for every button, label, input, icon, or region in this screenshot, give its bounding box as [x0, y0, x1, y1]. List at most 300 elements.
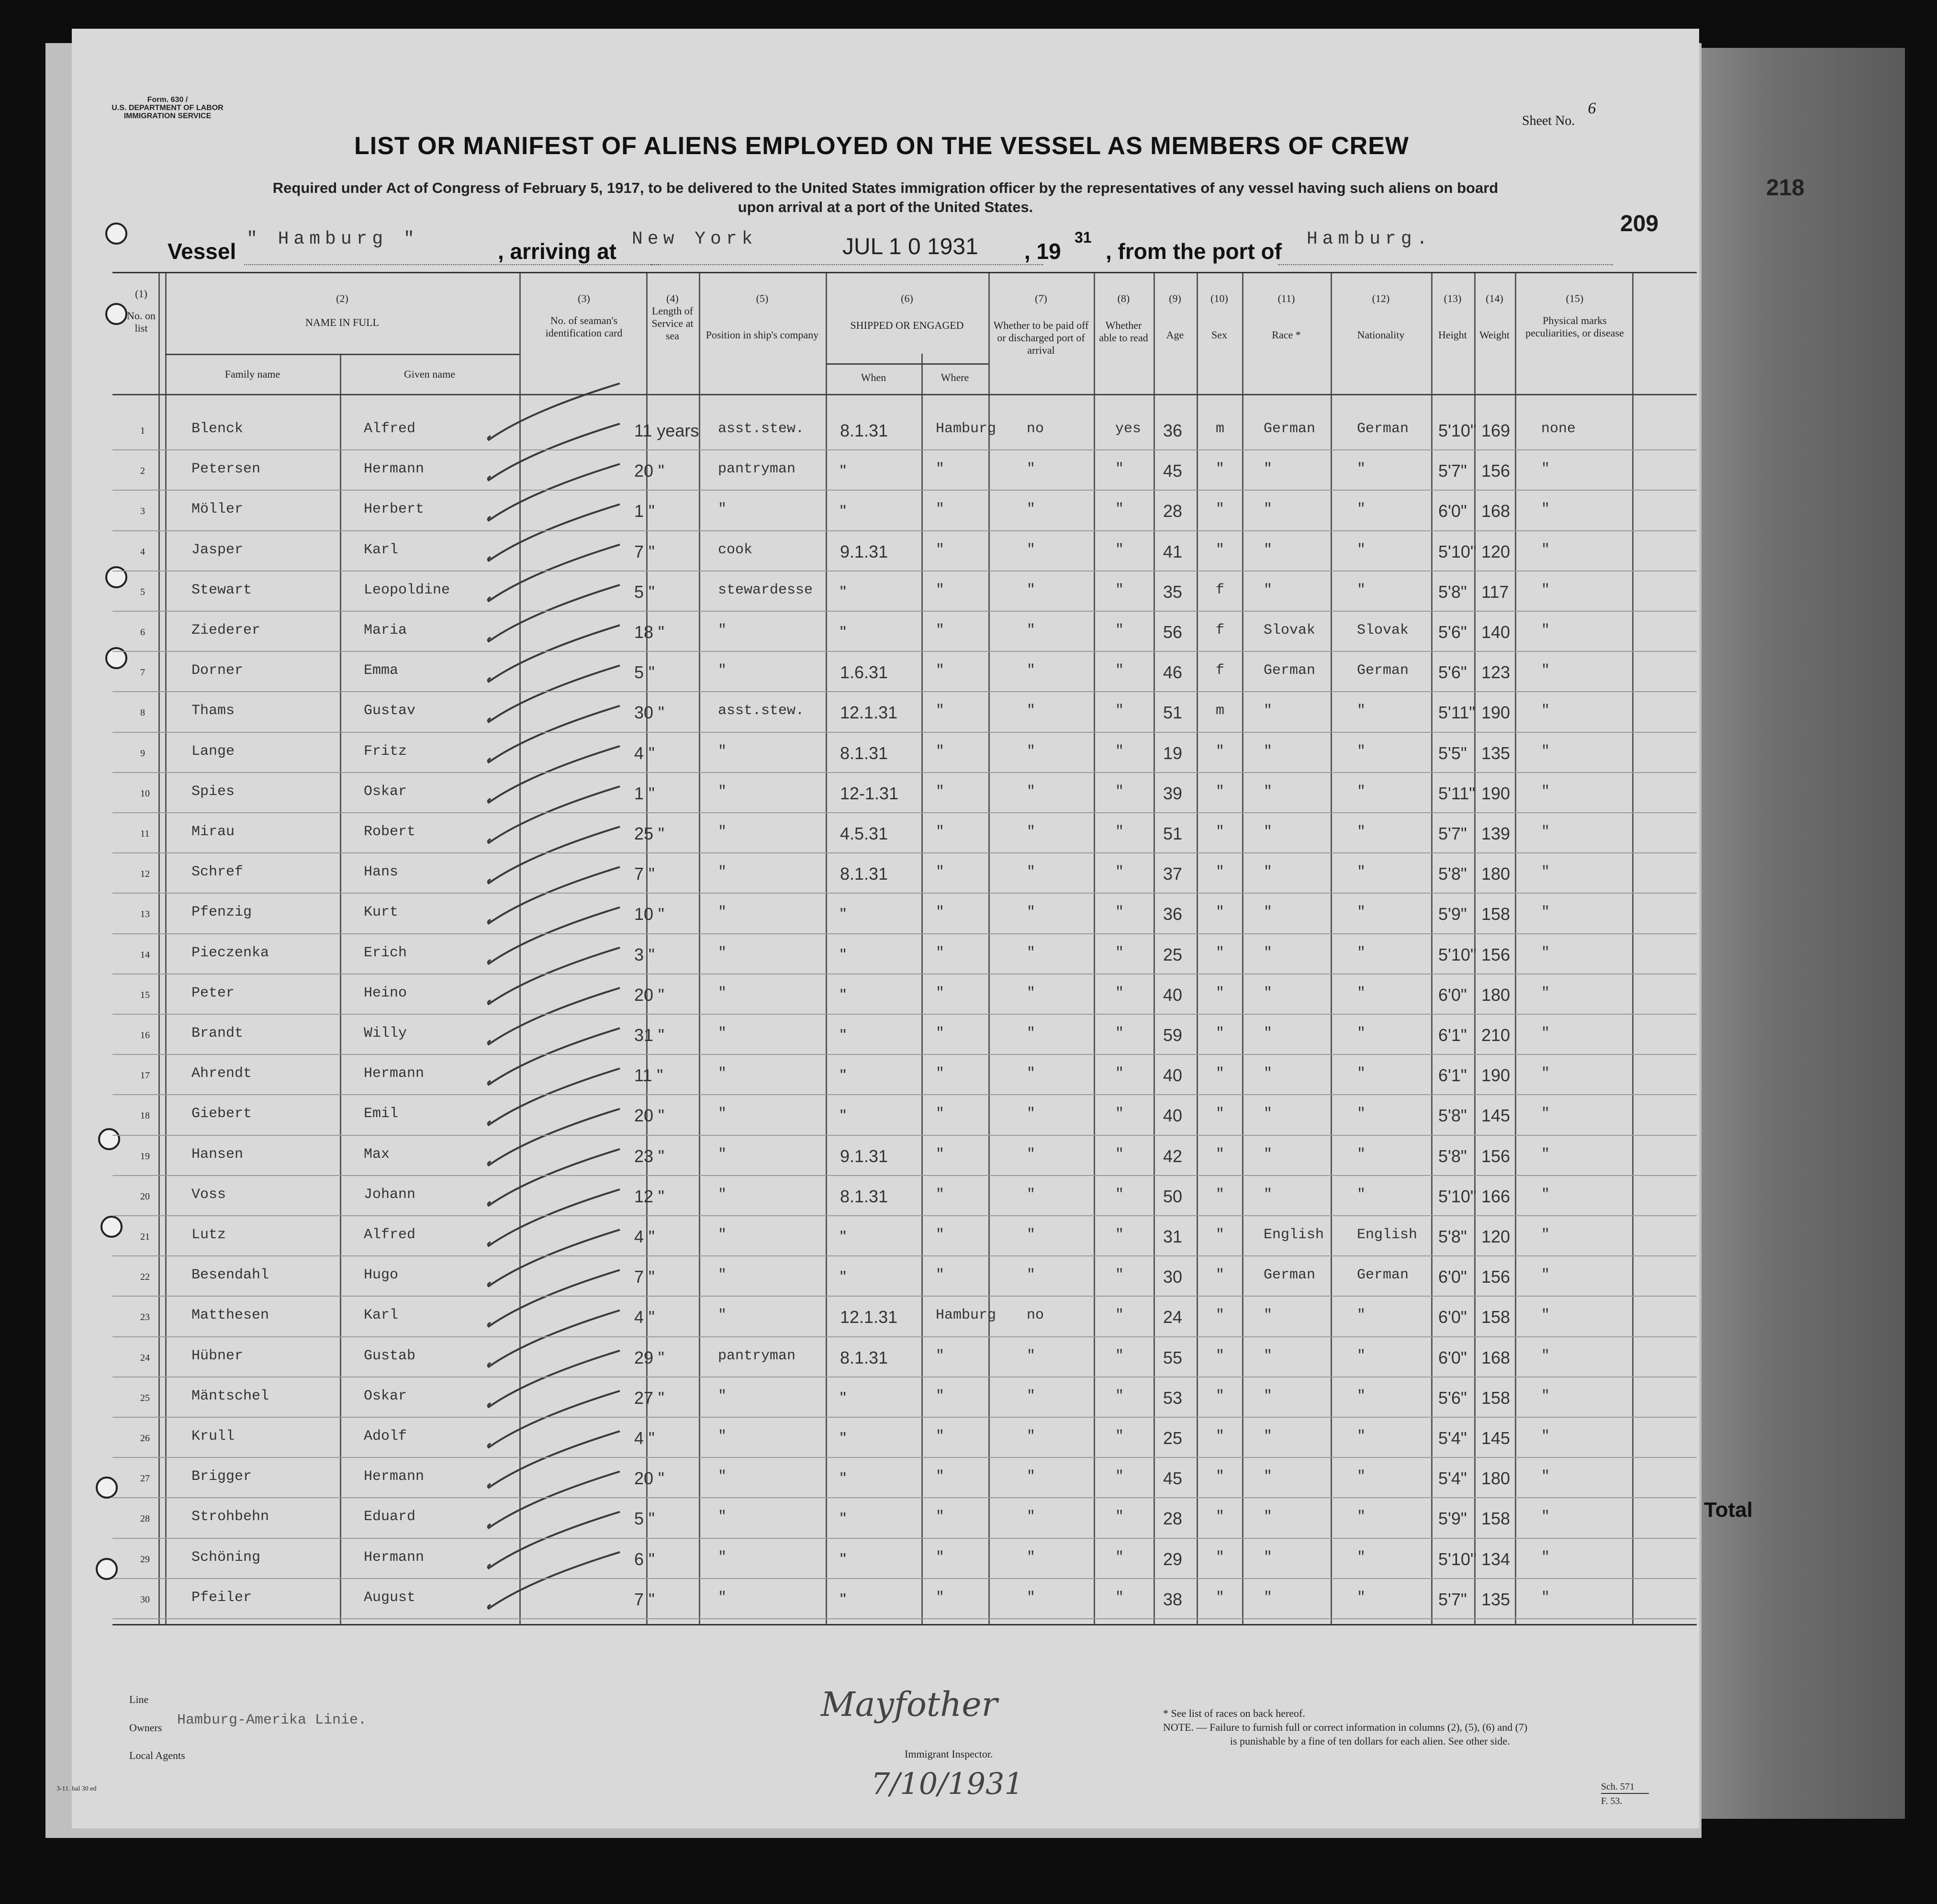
cell-nationality: "	[1357, 864, 1366, 881]
cell-position: "	[718, 1428, 727, 1445]
cell-where: Hamburg	[936, 421, 996, 437]
cell-sex: "	[1216, 1227, 1225, 1243]
cell-race: "	[1264, 1388, 1273, 1404]
cell-race: "	[1264, 461, 1273, 478]
cell-where: "	[936, 1549, 945, 1566]
cell-race: German	[1264, 662, 1316, 679]
check-mark	[488, 1068, 620, 1125]
cell-read: "	[1115, 824, 1124, 840]
col11-header: Race *	[1272, 329, 1301, 341]
cell-race: "	[1264, 1186, 1273, 1203]
cell-sex: "	[1216, 501, 1225, 518]
vessel-label: Vessel	[168, 239, 236, 264]
cell-paid: "	[1027, 1146, 1036, 1163]
cell-no: 24	[140, 1352, 150, 1363]
cell-position: "	[718, 824, 727, 840]
vessel-line	[163, 229, 1646, 262]
cell-marks: "	[1541, 1307, 1550, 1324]
cell-age: 30	[1163, 1267, 1183, 1287]
col2a-header: Family name	[224, 368, 280, 380]
cell-sex: "	[1216, 783, 1225, 800]
row-rule	[112, 1618, 1697, 1619]
cell-race: "	[1264, 864, 1273, 881]
cell-no: 14	[140, 949, 150, 960]
cell-service: 5 "	[634, 662, 655, 683]
cell-weight: 134	[1481, 1549, 1511, 1569]
col12-header: Nationality	[1357, 329, 1405, 341]
cell-given: Alfred	[364, 1227, 416, 1243]
cell-race: "	[1264, 1065, 1273, 1082]
cell-paid: "	[1027, 864, 1036, 881]
cell-where: "	[936, 1227, 945, 1243]
check-mark	[488, 1512, 620, 1568]
cell-marks: "	[1541, 1025, 1550, 1042]
cell-weight: 180	[1481, 1468, 1511, 1489]
cell-when: 12.1.31	[840, 1307, 898, 1327]
cell-marks: "	[1541, 1468, 1550, 1485]
cell-height: 5'7"	[1438, 1589, 1467, 1609]
cell-no: 19	[140, 1151, 150, 1162]
row-rule	[112, 1457, 1697, 1458]
cell-family: Ziederer	[191, 622, 261, 638]
cell-given: Johann	[364, 1186, 416, 1203]
cell-marks: "	[1541, 703, 1550, 719]
cell-paid: "	[1027, 985, 1036, 1001]
cell-service: 4 "	[634, 1227, 655, 1246]
cell-nationality: "	[1357, 904, 1366, 921]
cell-paid: "	[1027, 1509, 1036, 1525]
cell-service: 11 years	[634, 421, 699, 440]
cell-where: "	[936, 703, 945, 719]
form-number: Form. 630 /	[147, 96, 188, 104]
cell-paid: "	[1027, 1468, 1036, 1485]
col2-header: NAME IN FULL	[305, 316, 379, 328]
cell-no: 13	[140, 909, 150, 920]
cell-weight: 168	[1481, 1347, 1511, 1367]
cell-marks: "	[1541, 582, 1550, 598]
cell-weight: 158	[1481, 1509, 1511, 1529]
cell-sex: "	[1216, 1146, 1225, 1163]
cell-weight: 135	[1481, 1589, 1511, 1609]
cell-paid: "	[1027, 461, 1036, 478]
check-mark	[488, 1552, 620, 1609]
check-mark	[488, 1109, 620, 1165]
cell-height: 5'10"	[1438, 1186, 1477, 1206]
cell-weight: 120	[1481, 1227, 1511, 1246]
cell-paid: "	[1027, 743, 1036, 760]
cell-no: 1	[140, 426, 145, 436]
cell-read: "	[1115, 1509, 1124, 1525]
cell-where: "	[936, 1388, 945, 1404]
cell-race: "	[1264, 541, 1273, 558]
cell-service: 1 "	[634, 501, 655, 521]
cell-weight: 156	[1481, 461, 1511, 481]
year-suffix: 31	[1075, 229, 1092, 246]
col8-header: Whether able to read	[1099, 319, 1148, 344]
cell-nationality: "	[1357, 1186, 1366, 1203]
check-mark	[488, 464, 620, 520]
cell-where: "	[936, 501, 945, 518]
cell-no: 28	[140, 1513, 150, 1524]
cell-family: Dorner	[191, 662, 244, 679]
cell-marks: "	[1541, 1388, 1550, 1404]
form-id-block	[91, 96, 244, 120]
col1-header: No. on list	[127, 310, 156, 334]
row-rule	[112, 1578, 1697, 1579]
cell-where: "	[936, 1347, 945, 1364]
page-title: LIST OR MANIFEST OF ALIENS EMPLOYED ON THE VESSEL AS MEMBERS OF CREW	[354, 132, 1409, 160]
cell-where: "	[936, 1106, 945, 1122]
row-rule	[112, 490, 1697, 491]
penalty-note: NOTE. — Failure to furnish full or correct information in columns (2), (5), (6) and (7)	[1163, 1721, 1528, 1733]
row-rule	[112, 812, 1697, 813]
cell-paid: "	[1027, 1186, 1036, 1203]
cell-paid: "	[1027, 1428, 1036, 1445]
cell-age: 36	[1163, 421, 1183, 440]
cell-sex: "	[1216, 1267, 1225, 1284]
cell-given: Alfred	[364, 421, 416, 437]
cell-read: "	[1115, 703, 1124, 719]
col13-number: (13)	[1444, 292, 1462, 304]
cell-read: "	[1115, 622, 1124, 638]
col7-header: Whether to be paid off or discharged port of arrival	[993, 319, 1089, 356]
cell-no: 8	[140, 707, 145, 718]
cell-given: Max	[364, 1146, 390, 1163]
cell-no: 12	[140, 869, 150, 880]
cell-family: Voss	[191, 1186, 226, 1203]
subtitle	[163, 179, 1608, 217]
crew-table	[112, 272, 1697, 1625]
cell-height: 5'10"	[1438, 421, 1477, 440]
cell-family: Petersen	[191, 461, 261, 478]
cell-position: "	[718, 662, 727, 679]
cell-marks: "	[1541, 985, 1550, 1001]
cell-race: German	[1264, 1267, 1316, 1284]
cell-age: 46	[1163, 662, 1183, 683]
cell-height: 5'4"	[1438, 1428, 1467, 1448]
cell-height: 5'10"	[1438, 1549, 1477, 1569]
cell-marks: "	[1541, 1589, 1550, 1606]
check-mark	[488, 786, 620, 843]
cell-family: Lutz	[191, 1227, 226, 1243]
cell-family: Besendahl	[191, 1267, 269, 1284]
cell-race: "	[1264, 944, 1273, 961]
cell-weight: 156	[1481, 944, 1511, 964]
cell-no: 5	[140, 586, 145, 597]
cell-read: "	[1115, 1065, 1124, 1082]
cell-paid: "	[1027, 1388, 1036, 1404]
owners-value: Hamburg-Amerika Linie.	[177, 1712, 367, 1728]
cell-given: Eduard	[364, 1509, 416, 1525]
punch-hole	[105, 223, 127, 245]
cell-family: Stewart	[191, 582, 252, 598]
cell-family: Ahrendt	[191, 1065, 252, 1082]
cell-read: "	[1115, 1227, 1124, 1243]
cell-when: "	[840, 582, 846, 602]
cell-age: 45	[1163, 461, 1183, 481]
cell-weight: 168	[1481, 501, 1511, 521]
cell-race: "	[1264, 1468, 1273, 1485]
cell-age: 40	[1163, 1065, 1183, 1086]
cell-no: 16	[140, 1030, 150, 1041]
cell-position: "	[718, 1468, 727, 1485]
cell-paid: "	[1027, 824, 1036, 840]
cell-given: Emil	[364, 1106, 399, 1122]
cell-read: "	[1115, 1549, 1124, 1566]
cell-read: "	[1115, 1347, 1124, 1364]
cell-race: "	[1264, 985, 1273, 1001]
cell-weight: 145	[1481, 1428, 1511, 1448]
row-rule	[112, 1094, 1697, 1095]
cell-given: Oskar	[364, 1388, 407, 1404]
row-rule	[112, 691, 1697, 692]
cell-height: 6'0"	[1438, 1307, 1467, 1327]
cell-nationality: "	[1357, 1347, 1366, 1364]
side-page-number: 218	[1766, 175, 1805, 201]
cell-given: Leopoldine	[364, 582, 450, 598]
cell-height: 5'8"	[1438, 582, 1467, 602]
cell-height: 5'6"	[1438, 662, 1467, 683]
cell-race: "	[1264, 1347, 1273, 1364]
cell-age: 42	[1163, 1146, 1183, 1166]
cell-marks: "	[1541, 501, 1550, 518]
cell-position: "	[718, 622, 727, 638]
cell-nationality: "	[1357, 1106, 1366, 1122]
row-rule	[112, 1215, 1697, 1216]
cell-service: 29 "	[634, 1347, 664, 1367]
cell-no: 10	[140, 788, 150, 799]
cell-when: 8.1.31	[840, 421, 888, 440]
cell-when: 12-1.31	[840, 783, 899, 803]
cell-age: 37	[1163, 864, 1183, 884]
cell-family: Mirau	[191, 824, 235, 840]
cell-given: Fritz	[364, 743, 407, 760]
from-label: , from the port of	[1106, 239, 1282, 264]
cell-given: Hermann	[364, 461, 425, 478]
cell-position: asst.stew.	[718, 703, 805, 719]
col2-number: (2)	[336, 292, 348, 304]
cell-weight: 135	[1481, 743, 1511, 763]
cell-no: 3	[140, 506, 145, 517]
cell-race: "	[1264, 904, 1273, 921]
cell-height: 5'11"	[1438, 703, 1476, 723]
check-mark	[488, 1028, 620, 1085]
cell-service: 11 "	[634, 1065, 663, 1086]
cell-when: "	[840, 985, 846, 1005]
cell-race: "	[1264, 1025, 1273, 1042]
cell-height: 5'7"	[1438, 461, 1467, 481]
cell-given: Hermann	[364, 1549, 425, 1566]
cell-race: "	[1264, 1589, 1273, 1606]
cell-when: "	[840, 944, 846, 964]
cell-no: 17	[140, 1070, 150, 1081]
col10-number: (10)	[1210, 292, 1228, 304]
cell-service: 31 "	[634, 1025, 664, 1045]
stamp-number: 209	[1620, 211, 1659, 236]
cell-position: "	[718, 501, 727, 518]
cell-where: "	[936, 622, 945, 638]
check-mark	[488, 585, 620, 641]
cell-height: 6'0"	[1438, 1267, 1467, 1287]
cell-no: 15	[140, 989, 150, 1000]
cell-paid: "	[1027, 662, 1036, 679]
cell-position: "	[718, 904, 727, 921]
cell-age: 45	[1163, 1468, 1183, 1489]
cell-position: "	[718, 1106, 727, 1122]
cell-weight: 120	[1481, 541, 1511, 561]
cell-position: "	[718, 783, 727, 800]
cell-height: 6'0"	[1438, 1347, 1467, 1367]
row-rule	[112, 1014, 1697, 1015]
cell-service: 20 "	[634, 985, 664, 1005]
cell-service: 7 "	[634, 1267, 655, 1287]
year-prefix: , 19	[1024, 239, 1061, 264]
cell-nationality: "	[1357, 582, 1366, 598]
cell-no: 27	[140, 1473, 150, 1484]
col7-number: (7)	[1035, 292, 1047, 304]
print-info: 3-11. bal 30 ed	[56, 1785, 97, 1792]
check-mark	[488, 1230, 620, 1286]
col11-number: (11)	[1277, 292, 1295, 304]
cell-age: 50	[1163, 1186, 1183, 1206]
row-rule	[112, 1417, 1697, 1418]
cell-service: 20 "	[634, 461, 664, 481]
cell-read: "	[1115, 501, 1124, 518]
cell-height: 5'8"	[1438, 1146, 1467, 1166]
row-rule	[112, 1497, 1697, 1498]
cell-family: Blenck	[191, 421, 244, 437]
row-rule	[112, 933, 1697, 934]
cell-marks: "	[1541, 1428, 1550, 1445]
cell-family: Schöning	[191, 1549, 261, 1566]
cell-given: Karl	[364, 541, 399, 558]
cell-read: "	[1115, 582, 1124, 598]
cell-sex: m	[1216, 703, 1225, 719]
cell-given: Karl	[364, 1307, 399, 1324]
cell-weight: 158	[1481, 1388, 1511, 1408]
check-mark	[488, 1189, 620, 1246]
check-mark	[488, 907, 620, 964]
row-rule	[112, 852, 1697, 853]
cell-where: "	[936, 662, 945, 679]
cell-service: 4 "	[634, 743, 655, 763]
cell-race: "	[1264, 1307, 1273, 1324]
cell-sex: "	[1216, 944, 1225, 961]
cell-age: 28	[1163, 1509, 1183, 1529]
cell-given: Emma	[364, 662, 399, 679]
cell-when: 8.1.31	[840, 743, 888, 763]
cell-paid: "	[1027, 1267, 1036, 1284]
cell-service: 20 "	[634, 1468, 664, 1489]
cell-nationality: "	[1357, 703, 1366, 719]
cell-paid: no	[1027, 421, 1044, 437]
cell-given: Hermann	[364, 1468, 425, 1485]
cell-nationality: "	[1357, 1388, 1366, 1404]
cell-nationality: "	[1357, 1146, 1366, 1163]
check-mark	[488, 867, 620, 923]
cell-service: 7 "	[634, 864, 655, 884]
cell-no: 29	[140, 1554, 150, 1565]
cell-age: 28	[1163, 501, 1183, 521]
cell-nationality: "	[1357, 1589, 1366, 1606]
cell-height: 5'9"	[1438, 904, 1467, 924]
cell-no: 26	[140, 1433, 150, 1444]
cell-weight: 169	[1481, 421, 1511, 440]
cell-where: "	[936, 904, 945, 921]
cell-where: "	[936, 985, 945, 1001]
cell-given: Hermann	[364, 1065, 425, 1082]
cell-height: 5'8"	[1438, 1106, 1467, 1126]
check-mark	[488, 1351, 620, 1407]
cell-no: 22	[140, 1272, 150, 1283]
local-agents-label: Local Agents	[129, 1749, 185, 1761]
cell-age: 59	[1163, 1025, 1183, 1045]
cell-no: 11	[140, 829, 150, 839]
cell-when: 8.1.31	[840, 1347, 888, 1367]
cell-service: 1 "	[634, 783, 655, 803]
cell-height: 6'0"	[1438, 501, 1467, 521]
cell-paid: "	[1027, 944, 1036, 961]
cell-paid: "	[1027, 1589, 1036, 1606]
row-rule	[112, 893, 1697, 894]
cell-position: "	[718, 1227, 727, 1243]
cell-where: "	[936, 944, 945, 961]
cell-age: 19	[1163, 743, 1183, 763]
check-mark	[488, 1310, 620, 1367]
cell-service: 3 "	[634, 944, 655, 964]
cell-marks: "	[1541, 1549, 1550, 1566]
cell-when: "	[840, 1388, 846, 1408]
cell-family: Matthesen	[191, 1307, 269, 1324]
cell-race: German	[1264, 421, 1316, 437]
cell-family: Thams	[191, 703, 235, 719]
cell-where: "	[936, 1589, 945, 1606]
cell-weight: 117	[1481, 582, 1509, 602]
cell-when: "	[840, 1549, 846, 1569]
check-mark	[488, 1431, 620, 1488]
row-rule	[112, 732, 1697, 733]
cell-weight: 158	[1481, 904, 1511, 924]
tally-label: Total	[1704, 1498, 1753, 1522]
cell-paid: "	[1027, 703, 1036, 719]
cell-marks: none	[1541, 421, 1576, 437]
col10-header: Sex	[1211, 329, 1227, 341]
col6a-header: When	[861, 371, 886, 383]
cell-sex: "	[1216, 1509, 1225, 1525]
row-rule	[112, 651, 1697, 652]
cell-family: Lange	[191, 743, 235, 760]
cell-family: Brigger	[191, 1468, 252, 1485]
cell-position: "	[718, 985, 727, 1001]
check-mark	[488, 545, 620, 601]
cell-age: 40	[1163, 985, 1183, 1005]
cell-when: 12.1.31	[840, 703, 898, 723]
row-rule	[112, 1336, 1697, 1337]
cell-given: Oskar	[364, 783, 407, 800]
cell-height: 5'8"	[1438, 864, 1467, 884]
cell-no: 7	[140, 667, 145, 678]
cell-family: Brandt	[191, 1025, 244, 1042]
cell-position: "	[718, 743, 727, 760]
cell-family: Schref	[191, 864, 244, 881]
cell-nationality: "	[1357, 541, 1366, 558]
cell-where: "	[936, 1468, 945, 1485]
cell-family: Pfeiler	[191, 1589, 252, 1606]
col8-number: (8)	[1117, 292, 1130, 304]
cell-service: 4 "	[634, 1307, 655, 1327]
cell-read: "	[1115, 1146, 1124, 1163]
cell-race: "	[1264, 824, 1273, 840]
